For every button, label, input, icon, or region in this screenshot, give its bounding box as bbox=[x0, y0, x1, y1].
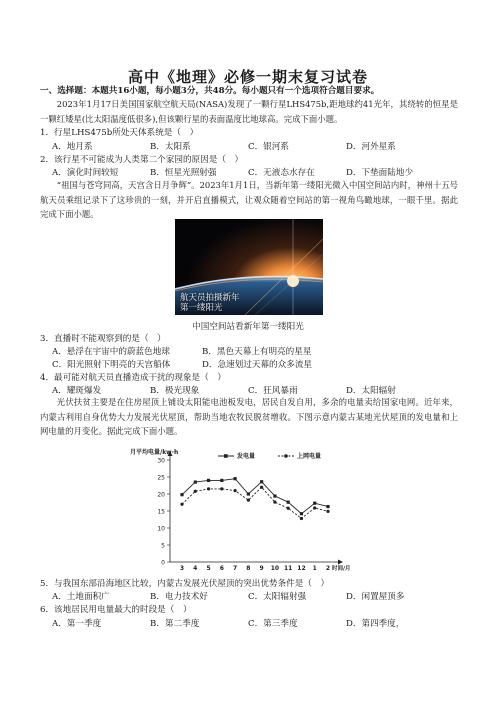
data-point-s1-10 bbox=[273, 494, 276, 497]
data-point-s1-12 bbox=[300, 512, 303, 515]
data-point-s2-3 bbox=[180, 503, 183, 506]
x-tick-label: 1 bbox=[312, 565, 317, 572]
legend-marker-1 bbox=[224, 454, 228, 458]
question-4-option-a[interactable]: A．耀斑爆发 bbox=[52, 386, 102, 396]
pv-electricity-chart bbox=[130, 446, 380, 574]
data-point-s1-2 bbox=[326, 505, 329, 508]
data-point-s1-8 bbox=[247, 492, 250, 495]
question-4-option-d[interactable]: D．太阳辐射 bbox=[346, 386, 396, 396]
data-point-s1-11 bbox=[287, 501, 290, 504]
data-point-s1-9 bbox=[260, 480, 263, 483]
data-point-s2-5 bbox=[207, 487, 210, 490]
question-6-stem: 6．该地居民用电量最大的时段是（ ） bbox=[40, 605, 192, 615]
question-5-option-d[interactable]: D．闲置屋顶多 bbox=[346, 592, 405, 602]
question-6-option-d[interactable]: D．第四季度， bbox=[346, 619, 405, 629]
y-tick-label: 0 bbox=[161, 559, 165, 567]
question-3-stem: 3．直播时不能观察到的是（ ） bbox=[40, 334, 166, 344]
x-tick-label: 3 bbox=[179, 565, 185, 572]
question-5-option-c[interactable]: C．太阳辐射强 bbox=[248, 592, 307, 602]
question-3-option-c[interactable]: C．阳光照射下明亮的天宫船体 bbox=[52, 360, 171, 370]
data-point-s2-11 bbox=[287, 507, 290, 510]
data-point-s1-6 bbox=[220, 479, 223, 482]
data-point-s2-12 bbox=[300, 517, 303, 520]
x-tick-label: 8 bbox=[246, 565, 251, 572]
question-6-option-c[interactable]: C．第三季度 bbox=[248, 619, 298, 629]
question-2-option-a[interactable]: A．演化时间较短 bbox=[52, 168, 119, 178]
question-3-option-d[interactable]: D．急速划过天幕的众多流星 bbox=[202, 360, 313, 370]
data-point-s2-2 bbox=[326, 510, 329, 513]
exam-title: 高中《地理》必修一期末复习试卷 bbox=[127, 68, 368, 86]
question-1-option-c[interactable]: C．银河系 bbox=[248, 142, 289, 152]
question-1-option-b[interactable]: B．太阳系 bbox=[150, 142, 191, 152]
question-5-option-b[interactable]: B．电力技术好 bbox=[150, 592, 208, 602]
question-2-stem: 2．该行星不可能成为人类第二个家园的原因是（ ） bbox=[40, 155, 244, 165]
y-tick-label: 20 bbox=[157, 491, 165, 499]
x-tick-label: 9 bbox=[259, 565, 264, 572]
question-3-option-a[interactable]: A．悬浮在宇宙中的蔚蓝色地球 bbox=[52, 347, 170, 357]
question-4-option-c[interactable]: C．狂风暴雨 bbox=[248, 386, 298, 396]
data-point-s2-9 bbox=[260, 486, 263, 489]
data-point-s1-3 bbox=[180, 493, 183, 496]
data-point-s2-8 bbox=[247, 499, 250, 502]
x-tick-label: 4 bbox=[193, 565, 198, 572]
x-axis-label: 时间/月 bbox=[332, 566, 351, 572]
data-point-s2-1 bbox=[313, 506, 316, 509]
question-5-option-a[interactable]: A．土地面积广 bbox=[52, 592, 110, 602]
question-6-option-b[interactable]: B．第二季度 bbox=[150, 619, 200, 629]
x-tick-label: 12 bbox=[297, 565, 306, 572]
question-2-option-d[interactable]: D．下垫面陆地少 bbox=[346, 168, 414, 178]
legend-marker-2 bbox=[284, 454, 288, 458]
photo-caption: 中国空间站看新年第一缕阳光 bbox=[192, 322, 304, 332]
question-1-option-a[interactable]: A．地月系 bbox=[52, 142, 93, 152]
data-point-s2-6 bbox=[220, 487, 223, 490]
x-tick-label: 2 bbox=[325, 565, 331, 572]
passage-2: “祖国与苍穹同高，天宫含日月争辉”。2023年1月1日，当新年第一缕阳光微入中国空间站内时，神州十五号航天员乘组记录下了这珍贵的一刻，并开启直播模式，让观众随着空间站的第一视角鸟瞰地球，一眼千里。据此完成下面小题。 bbox=[40, 180, 458, 219]
data-point-s1-4 bbox=[194, 481, 197, 484]
y-tick-label: 30 bbox=[157, 457, 165, 465]
x-axis-arrow bbox=[338, 560, 343, 565]
x-tick-label: 11 bbox=[284, 565, 293, 572]
question-2-option-c[interactable]: C．无液态水存在 bbox=[248, 168, 315, 178]
x-tick-label: 7 bbox=[232, 565, 238, 572]
y-tick-label: 10 bbox=[157, 525, 165, 533]
data-point-s1-1 bbox=[313, 502, 316, 505]
passage-1: 2023年1月17日美国国家航空航天局(NASA)发现了一颗行星LHS475b,距地球约41光年，其绕转的恒星是一颗红矮星(比太阳温度低很多),但该颗行星的表面温度比地球高。完成下面小题。 bbox=[40, 99, 458, 124]
legend-label-2: 上网电量 bbox=[297, 453, 322, 461]
photo-overlay-text: 航天员拍摄新年 第一缕阳光 bbox=[180, 293, 240, 313]
y-tick-label: 5 bbox=[161, 542, 165, 550]
question-1-option-d[interactable]: D．河外星系 bbox=[346, 142, 396, 152]
question-6-option-a[interactable]: A．第一季度 bbox=[52, 619, 102, 629]
section-heading: 一、选择题：本题共16小题，每小题3分，共48分。每小题只有一个选项符合题目要求。 bbox=[40, 86, 380, 96]
y-axis-label: 月平均电量/kw·h bbox=[130, 449, 179, 456]
question-4-option-b[interactable]: B．极光现象 bbox=[150, 386, 200, 396]
question-5-stem: 5．与我国东部沿海地区比较，内蒙古发展光伏屋顶的突出优势条件是（ ） bbox=[40, 579, 330, 589]
data-point-s2-7 bbox=[233, 489, 236, 492]
passage-3: 光伏扶贫主要是在住房屋顶上铺设太阳能电池板发电，居民自发自用，多余的电量卖给国家电网。近年来，内蒙古利用自身优势大力发展光伏屋顶，帮助当地农牧民脱贫增收。下图示意内蒙古某地光伏屋顶的发电量和上网电量的月变化。据此完成下面小题。 bbox=[40, 397, 458, 436]
question-1-stem: 1．行星LHS475b所处天体系统是（ ） bbox=[40, 128, 199, 138]
data-point-s1-5 bbox=[207, 479, 210, 482]
x-tick-label: 6 bbox=[219, 565, 224, 572]
x-tick-label: 5 bbox=[206, 565, 211, 572]
data-point-s2-10 bbox=[273, 501, 276, 504]
legend-label-1: 发电量 bbox=[237, 453, 256, 461]
series-line-2 bbox=[182, 487, 328, 518]
series-line-1 bbox=[182, 479, 328, 514]
question-3-option-b[interactable]: B．黑色天幕上有明亮的星星 bbox=[202, 347, 312, 357]
data-point-s1-7 bbox=[233, 477, 236, 480]
question-4-stem: 4．最可能对航天员直播造成干扰的现象是（ ） bbox=[40, 373, 226, 383]
x-tick-label: 10 bbox=[270, 565, 280, 572]
y-tick-label: 15 bbox=[157, 508, 165, 516]
question-2-option-b[interactable]: B．恒星光照射强 bbox=[150, 168, 217, 178]
y-tick-label: 25 bbox=[157, 474, 165, 482]
data-point-s2-4 bbox=[194, 490, 197, 493]
